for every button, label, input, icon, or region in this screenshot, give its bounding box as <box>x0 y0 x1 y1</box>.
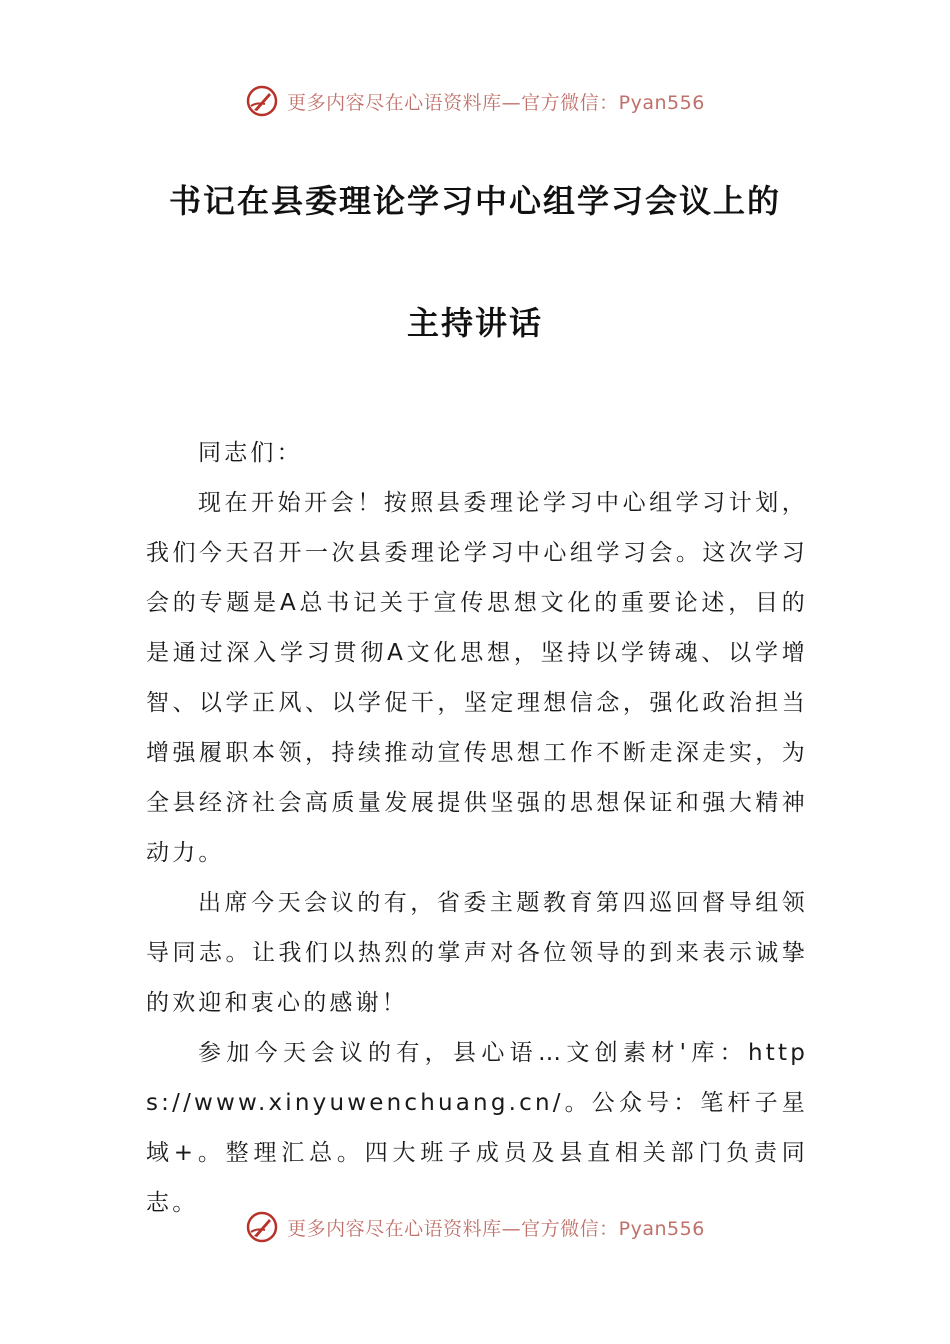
document-title-line1: 书记在县委理论学习中心组学习会议上的 <box>168 182 781 220</box>
quill-logo-icon <box>245 1210 279 1244</box>
footer-banner-text: 更多内容尽在心语资料库—官方微信：Pyan556 <box>287 1217 705 1240</box>
paragraph-attendees-leaders: 出席今天会议的有，省委主题教育第四巡回督导组领导同志。让我们以热烈的掌声对各位领导的到来表示诚挚的欢迎和衷心的感谢！ <box>146 890 808 1016</box>
header-watermark-banner <box>0 84 950 118</box>
document-title-line2: 主持讲话 <box>406 304 543 342</box>
paragraph-attendees-members: 参加今天会议的有，县心语…文创素材'库：https://www.xinyuwenchuang.cn/。公众号：笔杆子星域+。整理汇总。四大班子成员及县直相关部门负责同志。 <box>146 1040 808 1216</box>
footer-watermark-banner <box>0 1210 950 1244</box>
document-body <box>146 428 808 1228</box>
header-banner-text: 更多内容尽在心语资料库—官方微信：Pyan556 <box>287 91 705 114</box>
quill-logo-icon <box>245 84 279 118</box>
paragraph-greeting: 同志们： <box>198 440 303 466</box>
paragraph-opening: 现在开始开会！按照县委理论学习中心组学习计划，我们今天召开一次县委理论学习中心组学习会。这次学习会的专题是A总书记关于宣传思想文化的重要论述，目的是通过深入学习贯彻A文化思想，坚持以学铸魂、以学增智、以学正风、以学促干，坚定理想信念，强化政治担当增强履职本领，持续推动宣传思想工作不断走深走实，为全县经济社会高质量发展提供坚强的思想保证和强大精神动力。 <box>146 490 808 866</box>
